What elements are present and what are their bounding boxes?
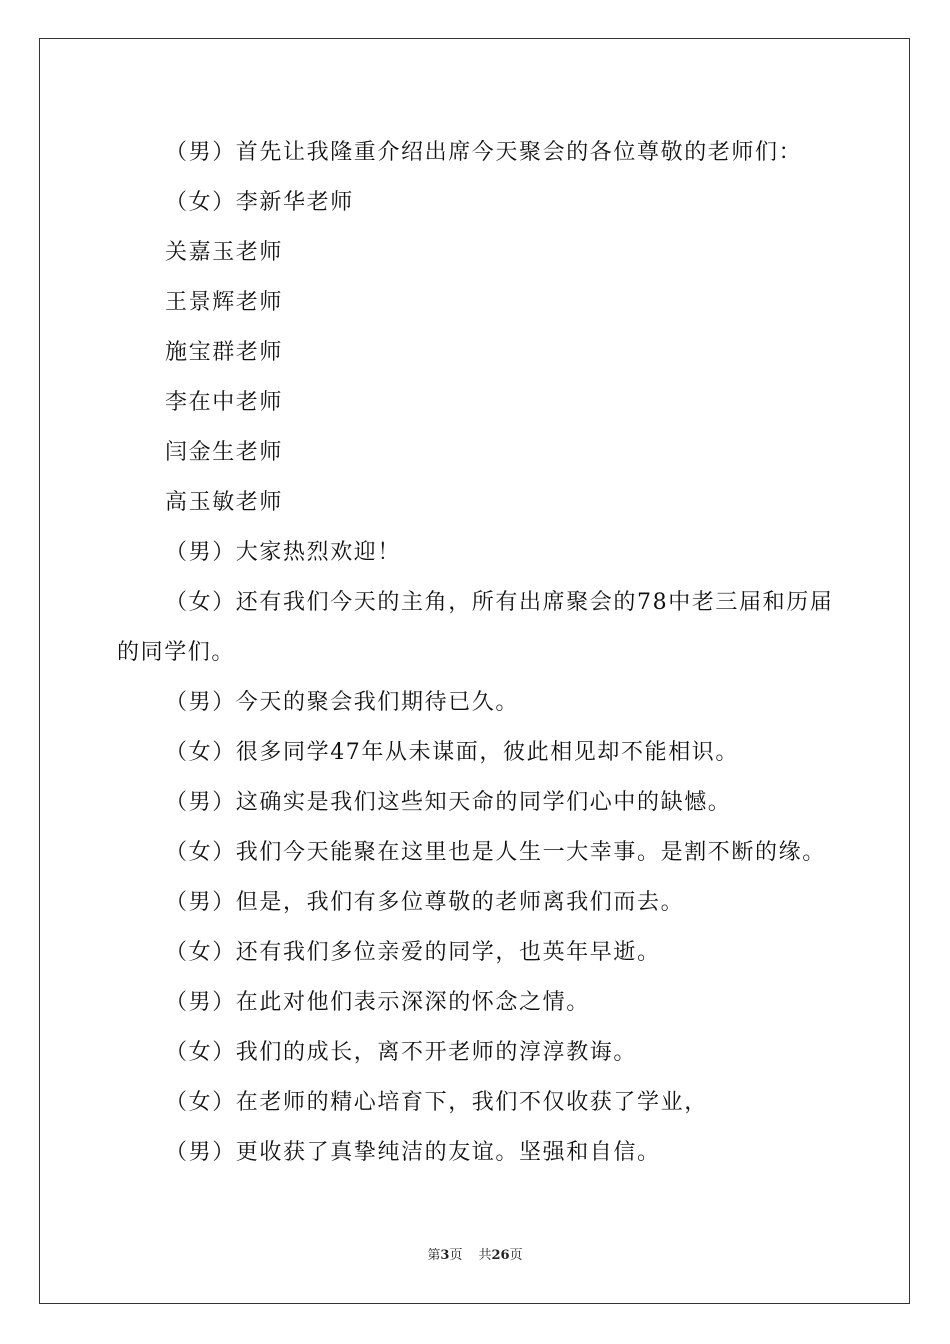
footer-page-number: 3 — [440, 1248, 450, 1263]
paragraph-9: （男）大家热烈欢迎！ — [165, 540, 402, 565]
footer-page-suffix: 页 — [449, 1248, 463, 1263]
document-body — [117, 128, 837, 1178]
paragraph-19: （女）在老师的精心培育下，我们不仅收获了学业， — [165, 1090, 708, 1115]
paragraph-10: （女）还有我们今天的主角，所有出席聚会的78中老三届和历届的同学们。 — [117, 590, 834, 665]
paragraph-4: 王景辉老师 — [165, 290, 284, 315]
footer-total-suffix: 页 — [509, 1248, 523, 1263]
paragraph-18: （女）我们的成长，离不开老师的淳淳教诲。 — [165, 1040, 638, 1065]
footer-page-prefix: 第 — [427, 1248, 441, 1263]
paragraph-16: （女）还有我们多位亲爱的同学，也英年早逝。 — [165, 940, 661, 965]
paragraph-6: 李在中老师 — [165, 390, 284, 415]
paragraph-7: 闫金生老师 — [165, 440, 284, 465]
paragraph-11: （男）今天的聚会我们期待已久。 — [165, 690, 520, 715]
footer-total-prefix: 共 — [478, 1248, 492, 1263]
paragraph-1: （男）首先让我隆重介绍出席今天聚会的各位尊敬的老师们： — [165, 140, 803, 165]
paragraph-5: 施宝群老师 — [165, 340, 284, 365]
paragraph-3: 关嘉玉老师 — [165, 240, 284, 265]
page-footer — [0, 1247, 950, 1265]
paragraph-12: （女）很多同学47年从未谋面，彼此相见却不能相识。 — [165, 740, 739, 765]
paragraph-8: 高玉敏老师 — [165, 490, 284, 515]
paragraph-17: （男）在此对他们表示深深的怀念之情。 — [165, 990, 590, 1015]
paragraph-13: （男）这确实是我们这些知天命的同学们心中的缺憾。 — [165, 790, 732, 815]
footer-total-pages: 26 — [491, 1248, 510, 1263]
paragraph-20: （男）更收获了真挚纯洁的友谊。坚强和自信。 — [165, 1140, 661, 1165]
paragraph-15: （男）但是，我们有多位尊敬的老师离我们而去。 — [165, 890, 685, 915]
paragraph-14: （女）我们今天能聚在这里也是人生一大幸事。是割不断的缘。 — [165, 840, 826, 865]
paragraph-2: （女）李新华老师 — [165, 190, 354, 215]
